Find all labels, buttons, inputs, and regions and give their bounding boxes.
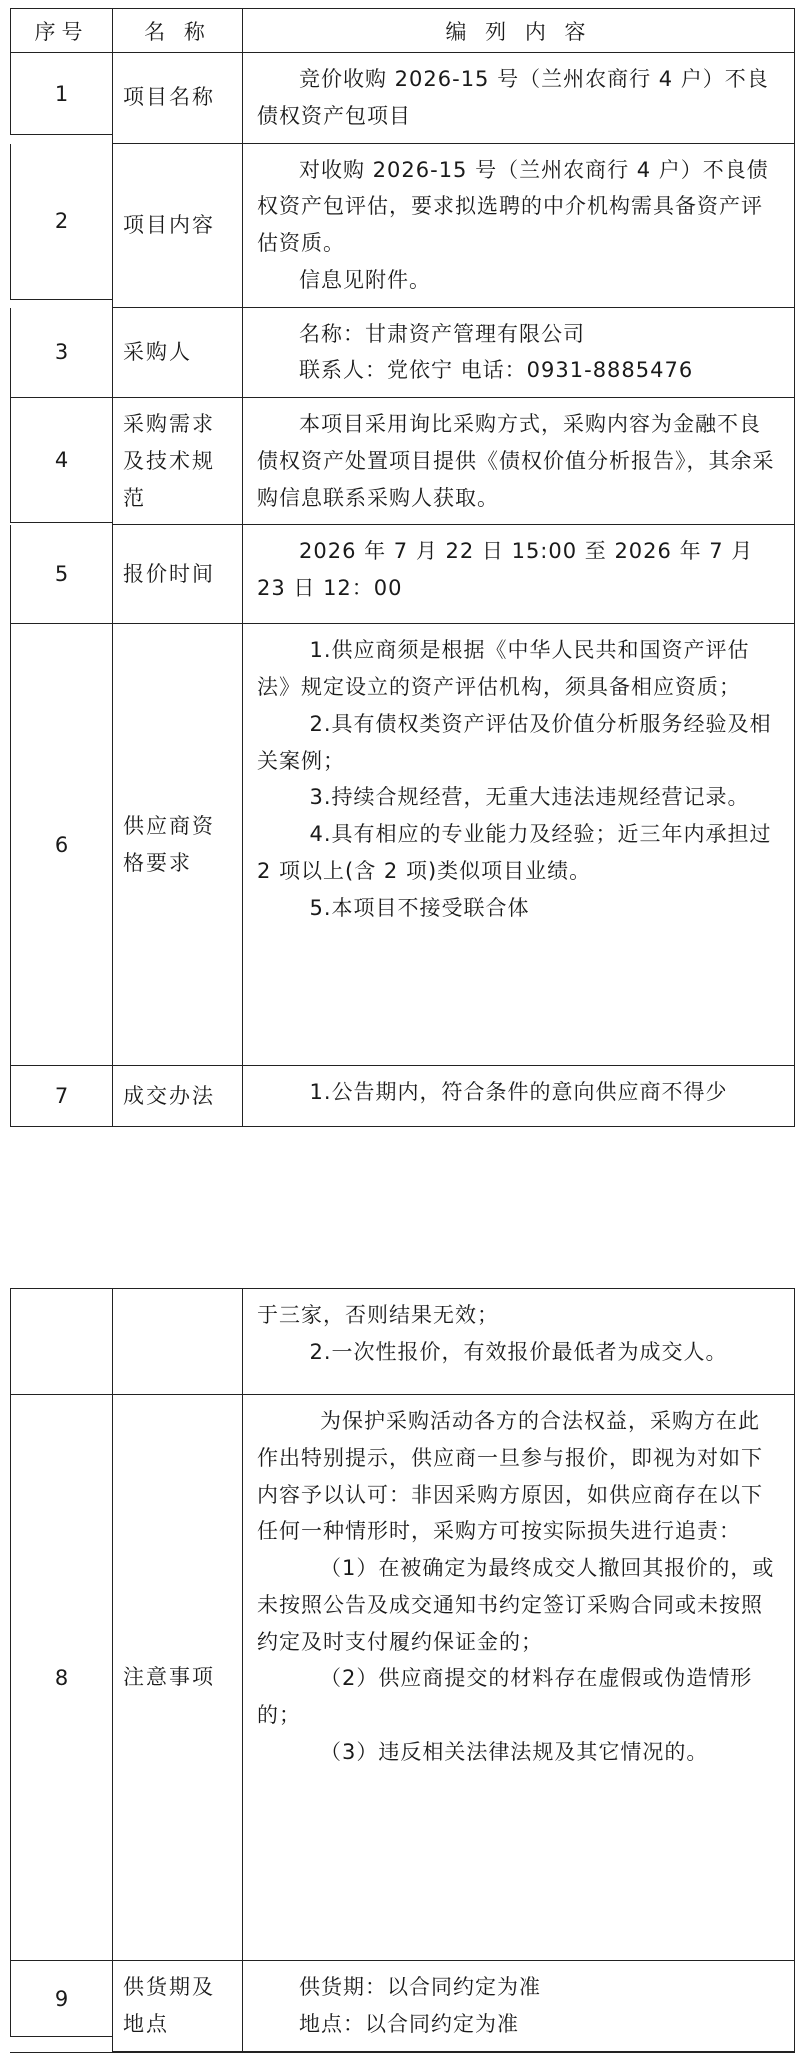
row-8-text-4: （3）违反相关法律法规及其它情况的。 — [320, 1739, 709, 1764]
row-9-name: 供货期及地点 — [112, 1961, 242, 2052]
row-7-content-part-2 — [242, 1289, 795, 1395]
row-3-number: 3 — [10, 308, 112, 398]
table-page-2 — [10, 1288, 795, 2053]
row-4-number: 4 — [10, 398, 112, 523]
row-1-content — [242, 53, 795, 144]
row-6-text-5: 5.本项目不接受联合体 — [309, 895, 530, 920]
row-7-number-cont — [10, 1289, 112, 1395]
row-8-text-1: 为保护采购活动各方的合法权益，采购方在此作出特别提示，供应商一旦参与报价，即视为对如下内容予以认可：非因采购方原因，如供应商存在以下任何一种情形时，采购方可按实际损失进行追责： — [257, 1409, 763, 1544]
row-5-number: 5 — [10, 525, 112, 624]
row-7-number: 7 — [10, 1066, 112, 1126]
row-6-text-2: 2.具有债权类资产评估及价值分析服务经验及相关案例； — [257, 711, 772, 773]
row-9-content — [242, 1961, 795, 2052]
header-name: 名 称 — [112, 9, 242, 53]
row-6-text-1: 1.供应商须是根据《中华人民共和国资产评估法》规定设立的资产评估机构，须具备相应资质； — [257, 638, 750, 699]
row-5-name: 报价时间 — [112, 525, 242, 624]
row-8-text-3: （2）供应商提交的材料存在虚假或伪造情形的； — [257, 1666, 753, 1727]
row-2-content — [242, 144, 795, 308]
row-3-text-1: 名称：甘肃资产管理有限公司 — [299, 321, 585, 346]
row-4-name: 采购需求及技术规范 — [112, 398, 242, 525]
row-6-text-3: 3.持续合规经营，无重大违法违规经营记录。 — [309, 785, 750, 810]
row-6-content — [242, 624, 795, 1066]
row-6-text-4: 4.具有相应的专业能力及经验；近三年内承担过 2 项以上(含 2 项)类似项目业绩。 — [257, 822, 772, 883]
row-4-text: 本项目采用询比采购方式，采购内容为金融不良债权资产处置项目提供《债权价值分析报告》，其余采购信息联系采购人获取。 — [257, 412, 775, 510]
row-7-text-1: 1.公告期内，符合条件的意向供应商不得少 — [309, 1080, 728, 1105]
row-8-content — [242, 1395, 795, 1961]
header-serial: 序号 — [10, 9, 112, 53]
row-9-text-1: 供货期：以合同约定为准 — [299, 1975, 541, 1999]
row-7-content-part-1 — [242, 1066, 795, 1126]
row-5-content — [242, 525, 795, 624]
row-2-text-1: 对收购 2026-15 号（兰州农商行 4 户）不良债权资产包评估，要求拟选聘的中介机构需具备资产评估资质。 — [257, 157, 769, 255]
row-7-name: 成交办法 — [112, 1066, 242, 1126]
procurement-table — [10, 9, 795, 1126]
row-3-content — [242, 308, 795, 399]
row-6-name: 供应商资格要求 — [112, 624, 242, 1066]
row-2-text-2: 信息见附件。 — [299, 267, 431, 292]
row-8-number: 8 — [10, 1395, 112, 1961]
row-9-text-2: 地点：以合同约定为准 — [299, 2011, 519, 2036]
row-1-name: 项目名称 — [112, 53, 242, 144]
row-3-name: 采购人 — [112, 308, 242, 399]
row-3-text-2: 联系人：党依宁 电话：0931-8885476 — [299, 358, 694, 383]
row-8-text-2: （1）在被确定为最终成交人撤回其报价的，或未按照公告及成交通知书约定签订采购合同或未按照约定及时支付履约保证金的； — [257, 1556, 775, 1654]
row-7-text-2: 于三家，否则结果无效； — [257, 1303, 499, 1327]
table-page-1 — [10, 8, 795, 1127]
row-8-name: 注意事项 — [112, 1395, 242, 1961]
row-9-number: 9 — [10, 1961, 112, 2037]
row-6-number: 6 — [10, 624, 112, 1066]
row-1-text: 竞价收购 2026-15 号（兰州农商行 4 户）不良债权资产包项目 — [257, 67, 769, 128]
row-2-number: 2 — [10, 144, 112, 300]
row-5-text: 2026 年 7 月 22 日 15:00 至 2026 年 7 月 23 日 12：00 — [257, 539, 754, 600]
row-4-content — [242, 398, 795, 525]
row-7-name-cont — [112, 1289, 242, 1395]
row-1-number: 1 — [10, 53, 112, 135]
row-2-name: 项目内容 — [112, 144, 242, 308]
header-content: 编 列 内 容 — [242, 9, 795, 53]
procurement-table-continued — [10, 1289, 795, 2052]
row-7-text-3: 2.一次性报价，有效报价最低者为成交人。 — [309, 1339, 728, 1364]
